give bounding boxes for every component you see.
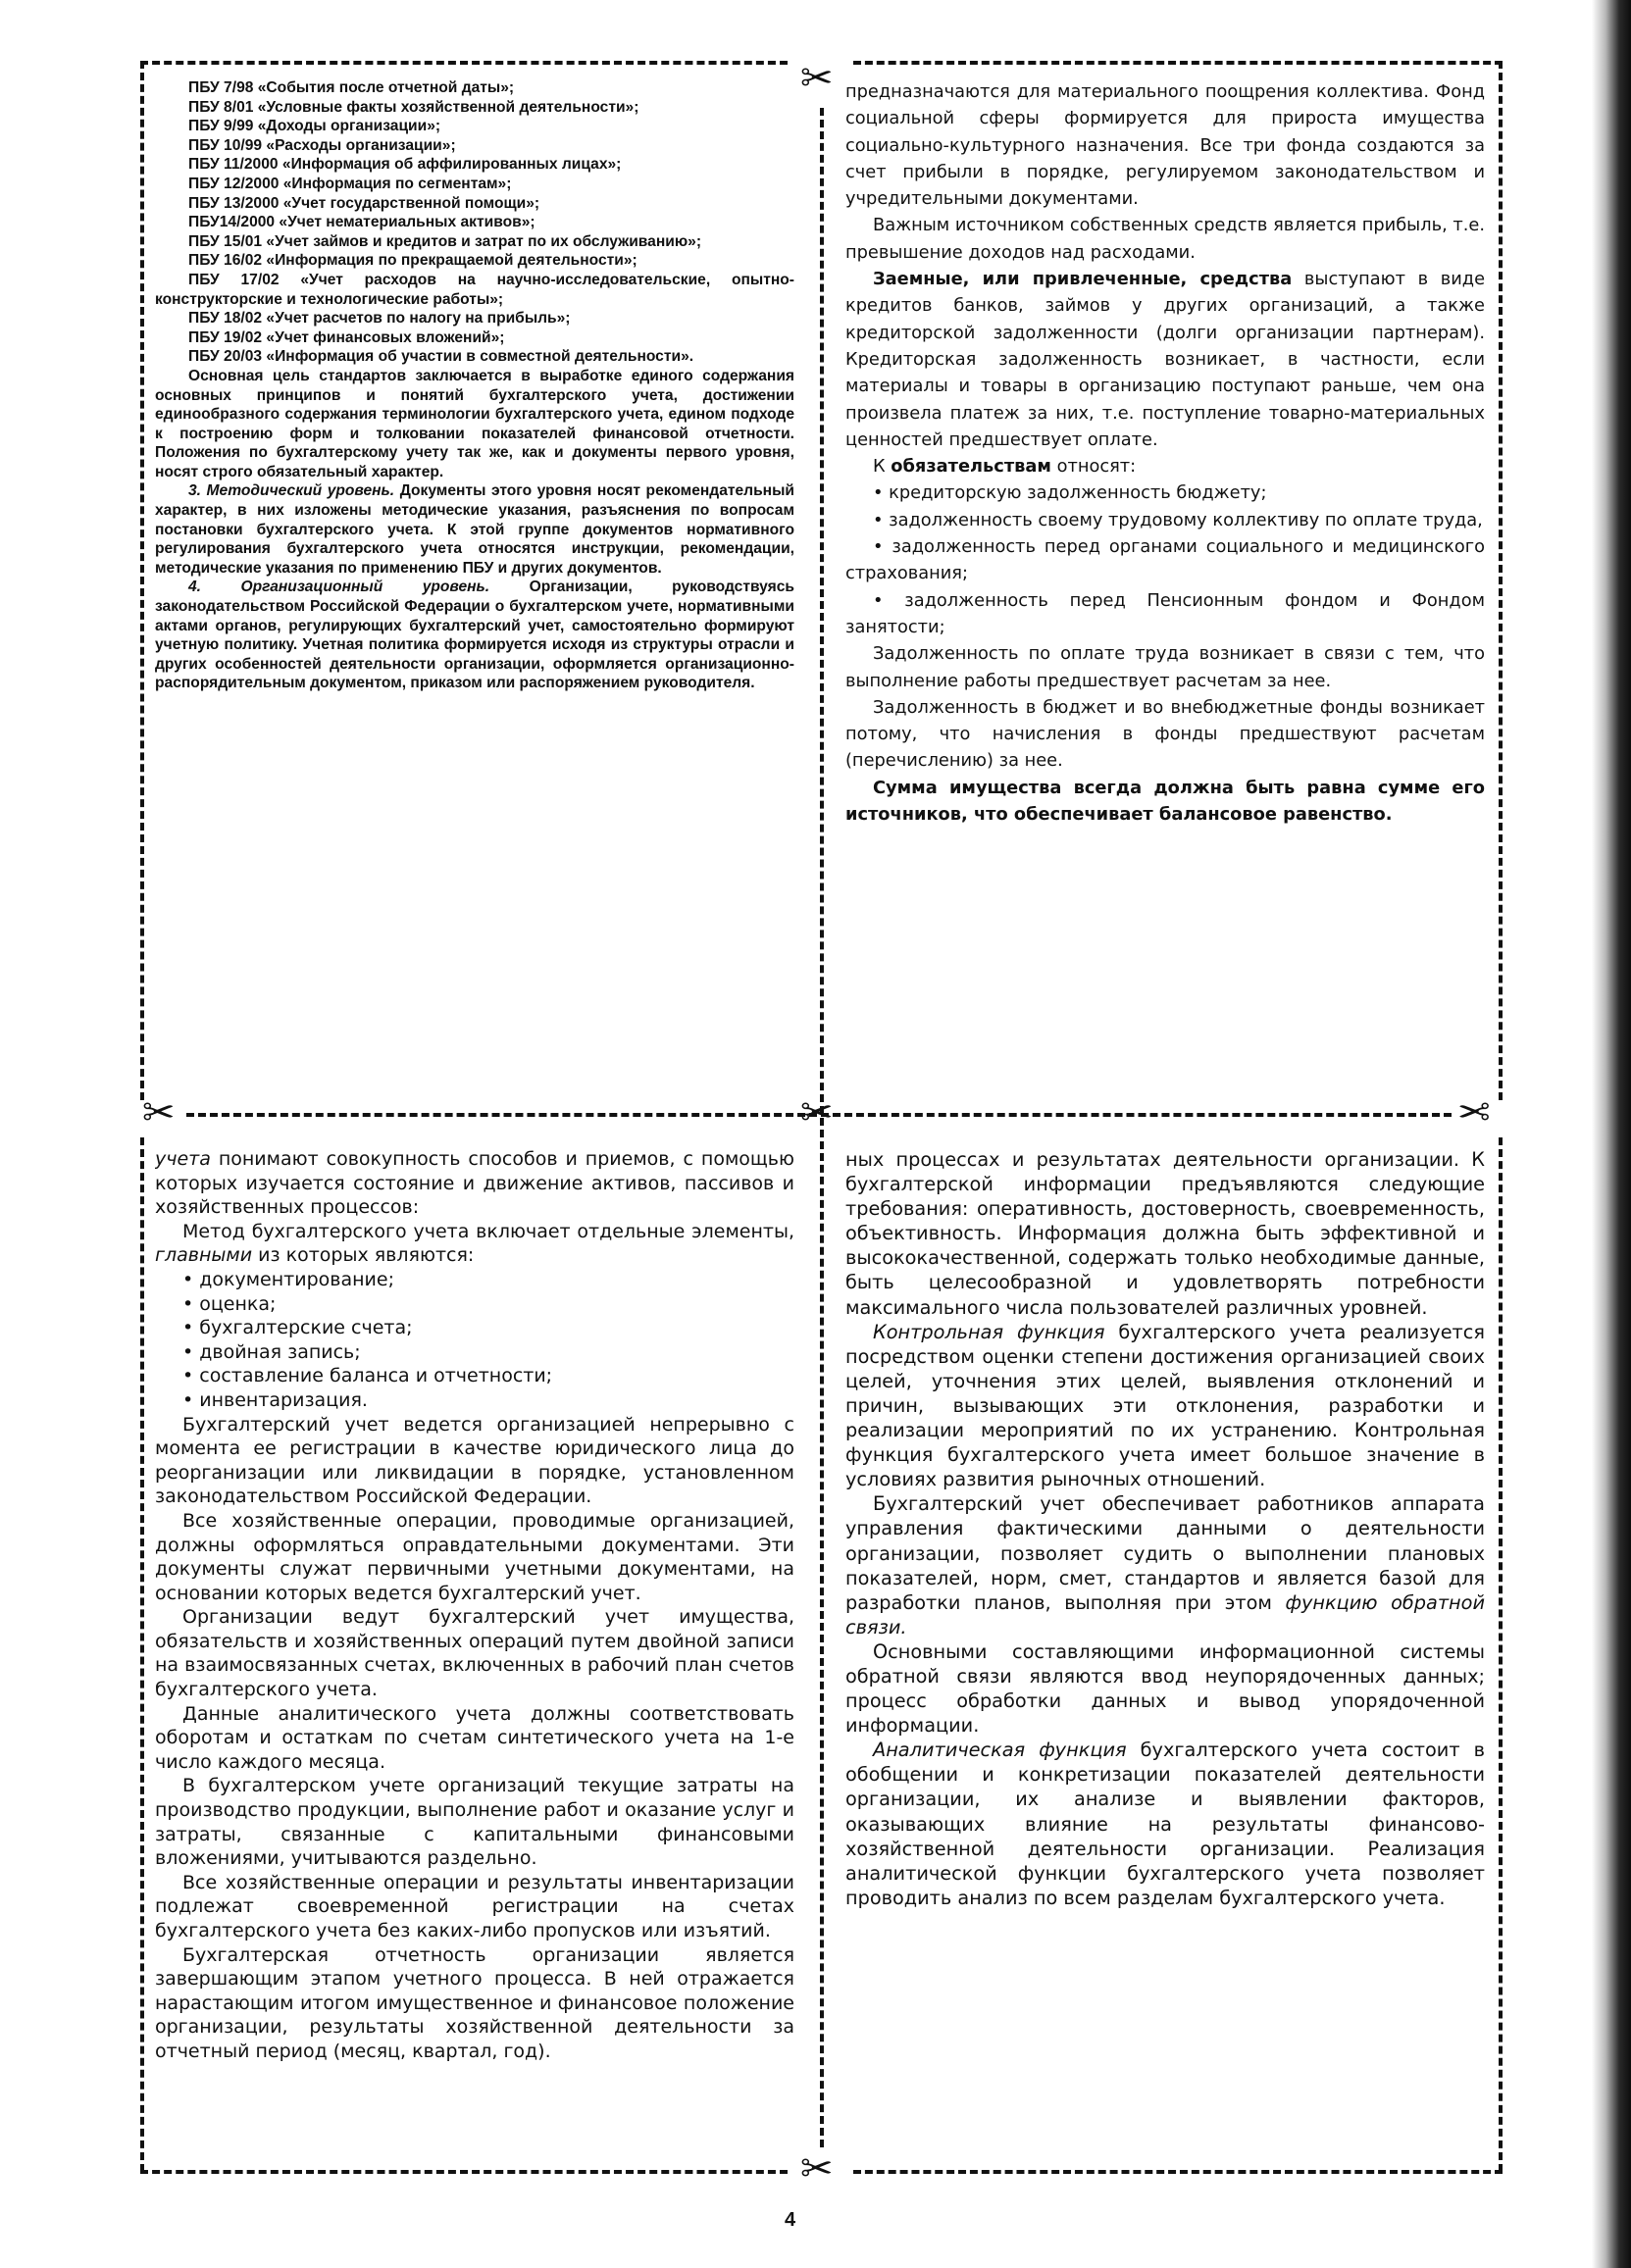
body-paragraph: предназначаются для материального поощрения коллектива. Фонд социальной сферы формируется для прироста имущества социально-культурного назначения. Все три фонда создаются за счет прибыли в порядке, регулируемом законодательством и учредительными документами. — [845, 81, 1485, 210]
frame-bottom-right — [853, 2170, 1503, 2174]
bottom-left-column — [155, 1147, 794, 2157]
pbu-item: ПБУ 15/01 «Учет займов и кредитов и затрат по их обслуживанию»; — [188, 232, 702, 250]
body-paragraph: Все хозяйственные операции, проводимые организацией, должны оформляться оправдательными документами. Эти документы служат первичными учетными документами, на основании которых ведется бухгалтерский учет. — [155, 1509, 794, 1604]
pbu-item: ПБУ 10/99 «Расходы организации»; — [188, 136, 456, 154]
body-paragraph: Задолженность в бюджет и во внебюджетные фонды возникает потому, что начисления в фонды предшествуют расчетам (перечислению) за нее. — [845, 696, 1485, 772]
paragraph-text: К — [873, 456, 892, 478]
term-italic: главными — [155, 1244, 253, 1267]
list-item: • задолженность своему трудовому коллективу по оплате труда, — [873, 509, 1483, 530]
paragraph-text: Организации, руководствуясь законодательством Российской Федерации о бухгалтерском учете, нормативными актами органов, регулирующих бухгалтерский учет, самостоятельно формируют учетную политику. Учетная политика формируется исходя из структуры отрасли и других особенностей деятельности организации, оформляется организационно-распорядительным документом, приказом или распоряжением руководителя. — [155, 579, 794, 692]
frame-right-upper — [1499, 61, 1503, 1100]
pbu-item: ПБУ 7/98 «События после отчетной даты»; — [188, 79, 515, 96]
body-paragraph: В бухгалтерском учете организаций текущие затраты на производство продукции, выполнение работ и оказание услуг и затраты, связанные с капитальными финансовыми вложениями, учитываются раздельно. — [155, 1775, 794, 1870]
body-paragraph: Задолженность по оплате труда возникает в связи с тем, что выполнение работы предшествует расчетам за нее. — [845, 643, 1485, 691]
term-bold: обязательствам — [891, 456, 1051, 478]
body-paragraph — [845, 453, 1485, 479]
paragraph-text: бухгалтерского учета реализуется посредством оценки степени достижения организацией своих целей, уточнения этих целей, выявления отклонений и причин, вызывающих эти отклонения, разработки и реализации мероприятий по их устранению. Контрольная функция бухгалтерского учета имеет большое значение в условиях развития рыночных отношений. — [845, 1320, 1485, 1491]
list-item: • задолженность перед Пенсионным фондом и Фондом занятости; — [845, 589, 1485, 637]
list-item: • инвентаризация. — [182, 1388, 368, 1411]
top-left-column — [155, 78, 794, 1084]
list-item: • оценка; — [182, 1292, 277, 1315]
frame-left-lower — [140, 1137, 144, 2172]
frame-right-lower — [1499, 1137, 1503, 2172]
page-number: 4 — [785, 2209, 796, 2231]
scissors-icon: ✂ — [1457, 1090, 1491, 1135]
paragraph-label: 3. Методический уровень. — [188, 482, 395, 500]
body-paragraph — [845, 266, 1485, 453]
paragraph-text: относят: — [1050, 456, 1137, 478]
list-item: • двойная запись; — [182, 1340, 361, 1363]
body-paragraph: Бухгалтерская отчетность организации является завершающим этапом учетного процесса. В ней отражается нарастающим итогом имущественное и финансовое положение организации, результаты хозяйственной деятельности за отчетный период (месяц, квартал, год). — [155, 1943, 794, 2062]
term-italic: Аналитическая функция — [873, 1739, 1127, 1762]
pbu-item: ПБУ 12/2000 «Информация по сегментам»; — [188, 175, 512, 192]
list-item: • кредиторскую задолженность бюджету; — [873, 482, 1267, 504]
list-item: • бухгалтерские счета; — [182, 1317, 413, 1339]
pbu-item: ПБУ 9/99 «Доходы организации»; — [188, 118, 441, 135]
paragraph-text: выступают в виде кредитов банков, займов у других организаций, а также кредиторской задолженности (долги организации партнерам). Кредиторская задолженность возникает, в частности, если материалы и товары в организацию поступают раньше, чем она произвела платеж за них, т.е. поступление товарно-материальных ценностей предшествует оплате. — [845, 269, 1485, 450]
frame-top-right — [853, 61, 1503, 65]
pbu-item: ПБУ 20/03 «Информация об участии в совместной деятельности». — [188, 348, 694, 366]
term-italic: Контрольная функция — [873, 1320, 1105, 1343]
body-paragraph — [155, 1147, 794, 1220]
paragraph-text: Бухгалтерский учет обеспечивает работников аппарата управления фактическими данными о деятельности организации, позволяет судить о выполнении плановых показателей, норм, смет, стандартов и является базой для разработки планов, выполняя при этом — [845, 1492, 1485, 1614]
body-paragraph: Бухгалтерский учет ведется организацией непрерывно с момента ее регистрации в качестве юридического лица до реорганизации или ликвидации в порядке, установленном законодательством Российской Федерации. — [155, 1413, 794, 1508]
pbu-item: ПБУ 19/02 «Учет финансовых вложений»; — [188, 328, 505, 346]
body-paragraph — [155, 1220, 794, 1268]
body-paragraph: Основными составляющими информационной системы обратной связи являются ввод неупорядоченных данных; процесс обработки данных и вывод упорядоченной информации. — [845, 1639, 1485, 1738]
pbu-item: ПБУ 16/02 «Информация по прекращаемой деятельности»; — [188, 252, 637, 270]
organizational-level-paragraph — [155, 578, 794, 693]
paragraph-text: бухгалтерского учета состоит в обобщении и конкретизации показателей деятельности организации, их анализе и выявлении факторов, оказывающих влияние на результаты финансово-хозяйственной деятельности организации. Реализация аналитической функции бухгалтерского учета позволяет проводить анализ по всем разделам бухгалтерского учета. — [845, 1739, 1485, 1909]
pbu-item: ПБУ 11/2000 «Информация об аффилированных лицах»; — [188, 156, 622, 174]
scissors-icon: ✂ — [142, 1090, 176, 1135]
body-paragraph — [845, 1738, 1485, 1910]
paragraph-label: 4. Организационный уровень. — [188, 579, 490, 596]
body-paragraph: Важным источником собственных средств является прибыль, т.е. превышение доходов над расходами. — [845, 215, 1485, 263]
body-paragraph: Организации ведут бухгалтерский учет имущества, обязательств и хозяйственных операций путем двойной записи на взаимосвязанных счетах, включенных в рабочий план счетов бухгалтерского учета. — [155, 1606, 794, 1701]
scissors-icon: ✂ — [800, 1090, 834, 1135]
list-item: • документирование; — [182, 1268, 394, 1290]
methodical-level-paragraph — [155, 481, 794, 578]
top-right-column — [845, 78, 1485, 1084]
scissors-icon: ✂ — [800, 2146, 834, 2192]
bottom-right-column — [845, 1147, 1485, 2157]
pbu-item: ПБУ 17/02 «Учет расходов на научно-исследовательские, опытно-конструкторские и технологические работы»; — [155, 271, 794, 308]
body-paragraph — [845, 1320, 1485, 1492]
list-item: • составление баланса и отчетности; — [182, 1365, 553, 1387]
pbu-item: ПБУ 18/02 «Учет расчетов по налогу на прибыль»; — [188, 310, 571, 328]
pbu-item: ПБУ 8/01 «Условные факты хозяйственной деятельности»; — [188, 98, 639, 116]
paragraph-text: из которых являются: — [252, 1244, 475, 1267]
scissors-icon: ✂ — [800, 56, 834, 101]
list-item: • задолженность перед органами социального и медицинского страхования; — [845, 536, 1485, 584]
body-paragraph: ных процессах и результатах деятельности организации. К бухгалтерской информации предъявляются следующие требования: оперативность, достоверность, своевременность, объективность. Информация должна быть эффективной и высококачественной, содержать только необходимые данные, быть целесообразной и удовлетворять потребности максимального числа пользователей различных уровней. — [845, 1148, 1485, 1319]
pbu-item: ПБУ14/2000 «Учет нематериальных активов»; — [188, 214, 535, 231]
frame-left-upper — [140, 61, 144, 1100]
frame-bottom-left — [140, 2170, 788, 2174]
paragraph-text: Метод бухгалтерского учета включает отдельные элементы, — [182, 1220, 794, 1242]
term-italic: учета — [155, 1148, 211, 1170]
scan-edge-shadow — [1592, 0, 1631, 2268]
body-paragraph — [845, 1491, 1485, 1639]
body-paragraph: Основная цель стандартов заключается в выработке единого содержания основных принципов и понятий бухгалтерского учета, достижении единообразного содержания терминологии бухгалтерского учета, едином подходе к построению форм и толковании показателей финансовой отчетности. Положения по бухгалтерскому учету так же, как и документы первого уровня, носят строго обязательный характер. — [155, 367, 794, 480]
body-paragraph: Все хозяйственные операции и результаты инвентаризации подлежат своевременной регистрации на счетах бухгалтерского учета без каких-либо пропусков или изъятий. — [155, 1871, 794, 1941]
paragraph-text: понимают совокупность способов и приемов, с помощью которых изучается состояние и движение активов, пассивов и хозяйственных процессов: — [155, 1148, 794, 1219]
body-paragraph: Данные аналитического учета должны соответствовать оборотам и остаткам по счетам синтетического учета на 1-е число каждого месяца. — [155, 1702, 794, 1773]
term-bold: Заемные, или привлеченные, средства — [873, 269, 1293, 290]
paragraph-text: Документы этого уровня носят рекомендательный характер, в них изложены методические указания, разъяснения по вопросам постановки бухгалтерского учета. К этой группе документов нормативного регулирования бухгалтерского учета относятся инструкции, рекомендации, методические указания по применению ПБУ и других документов. — [155, 482, 794, 577]
balance-statement: Сумма имущества всегда должна быть равна сумме его источников, что обеспечивает балансовое равенство. — [845, 777, 1485, 826]
term-italic: функцию обратной связи. — [845, 1590, 1485, 1638]
frame-top-left — [140, 61, 788, 65]
pbu-item: ПБУ 13/2000 «Учет государственной помощи»; — [188, 194, 540, 212]
